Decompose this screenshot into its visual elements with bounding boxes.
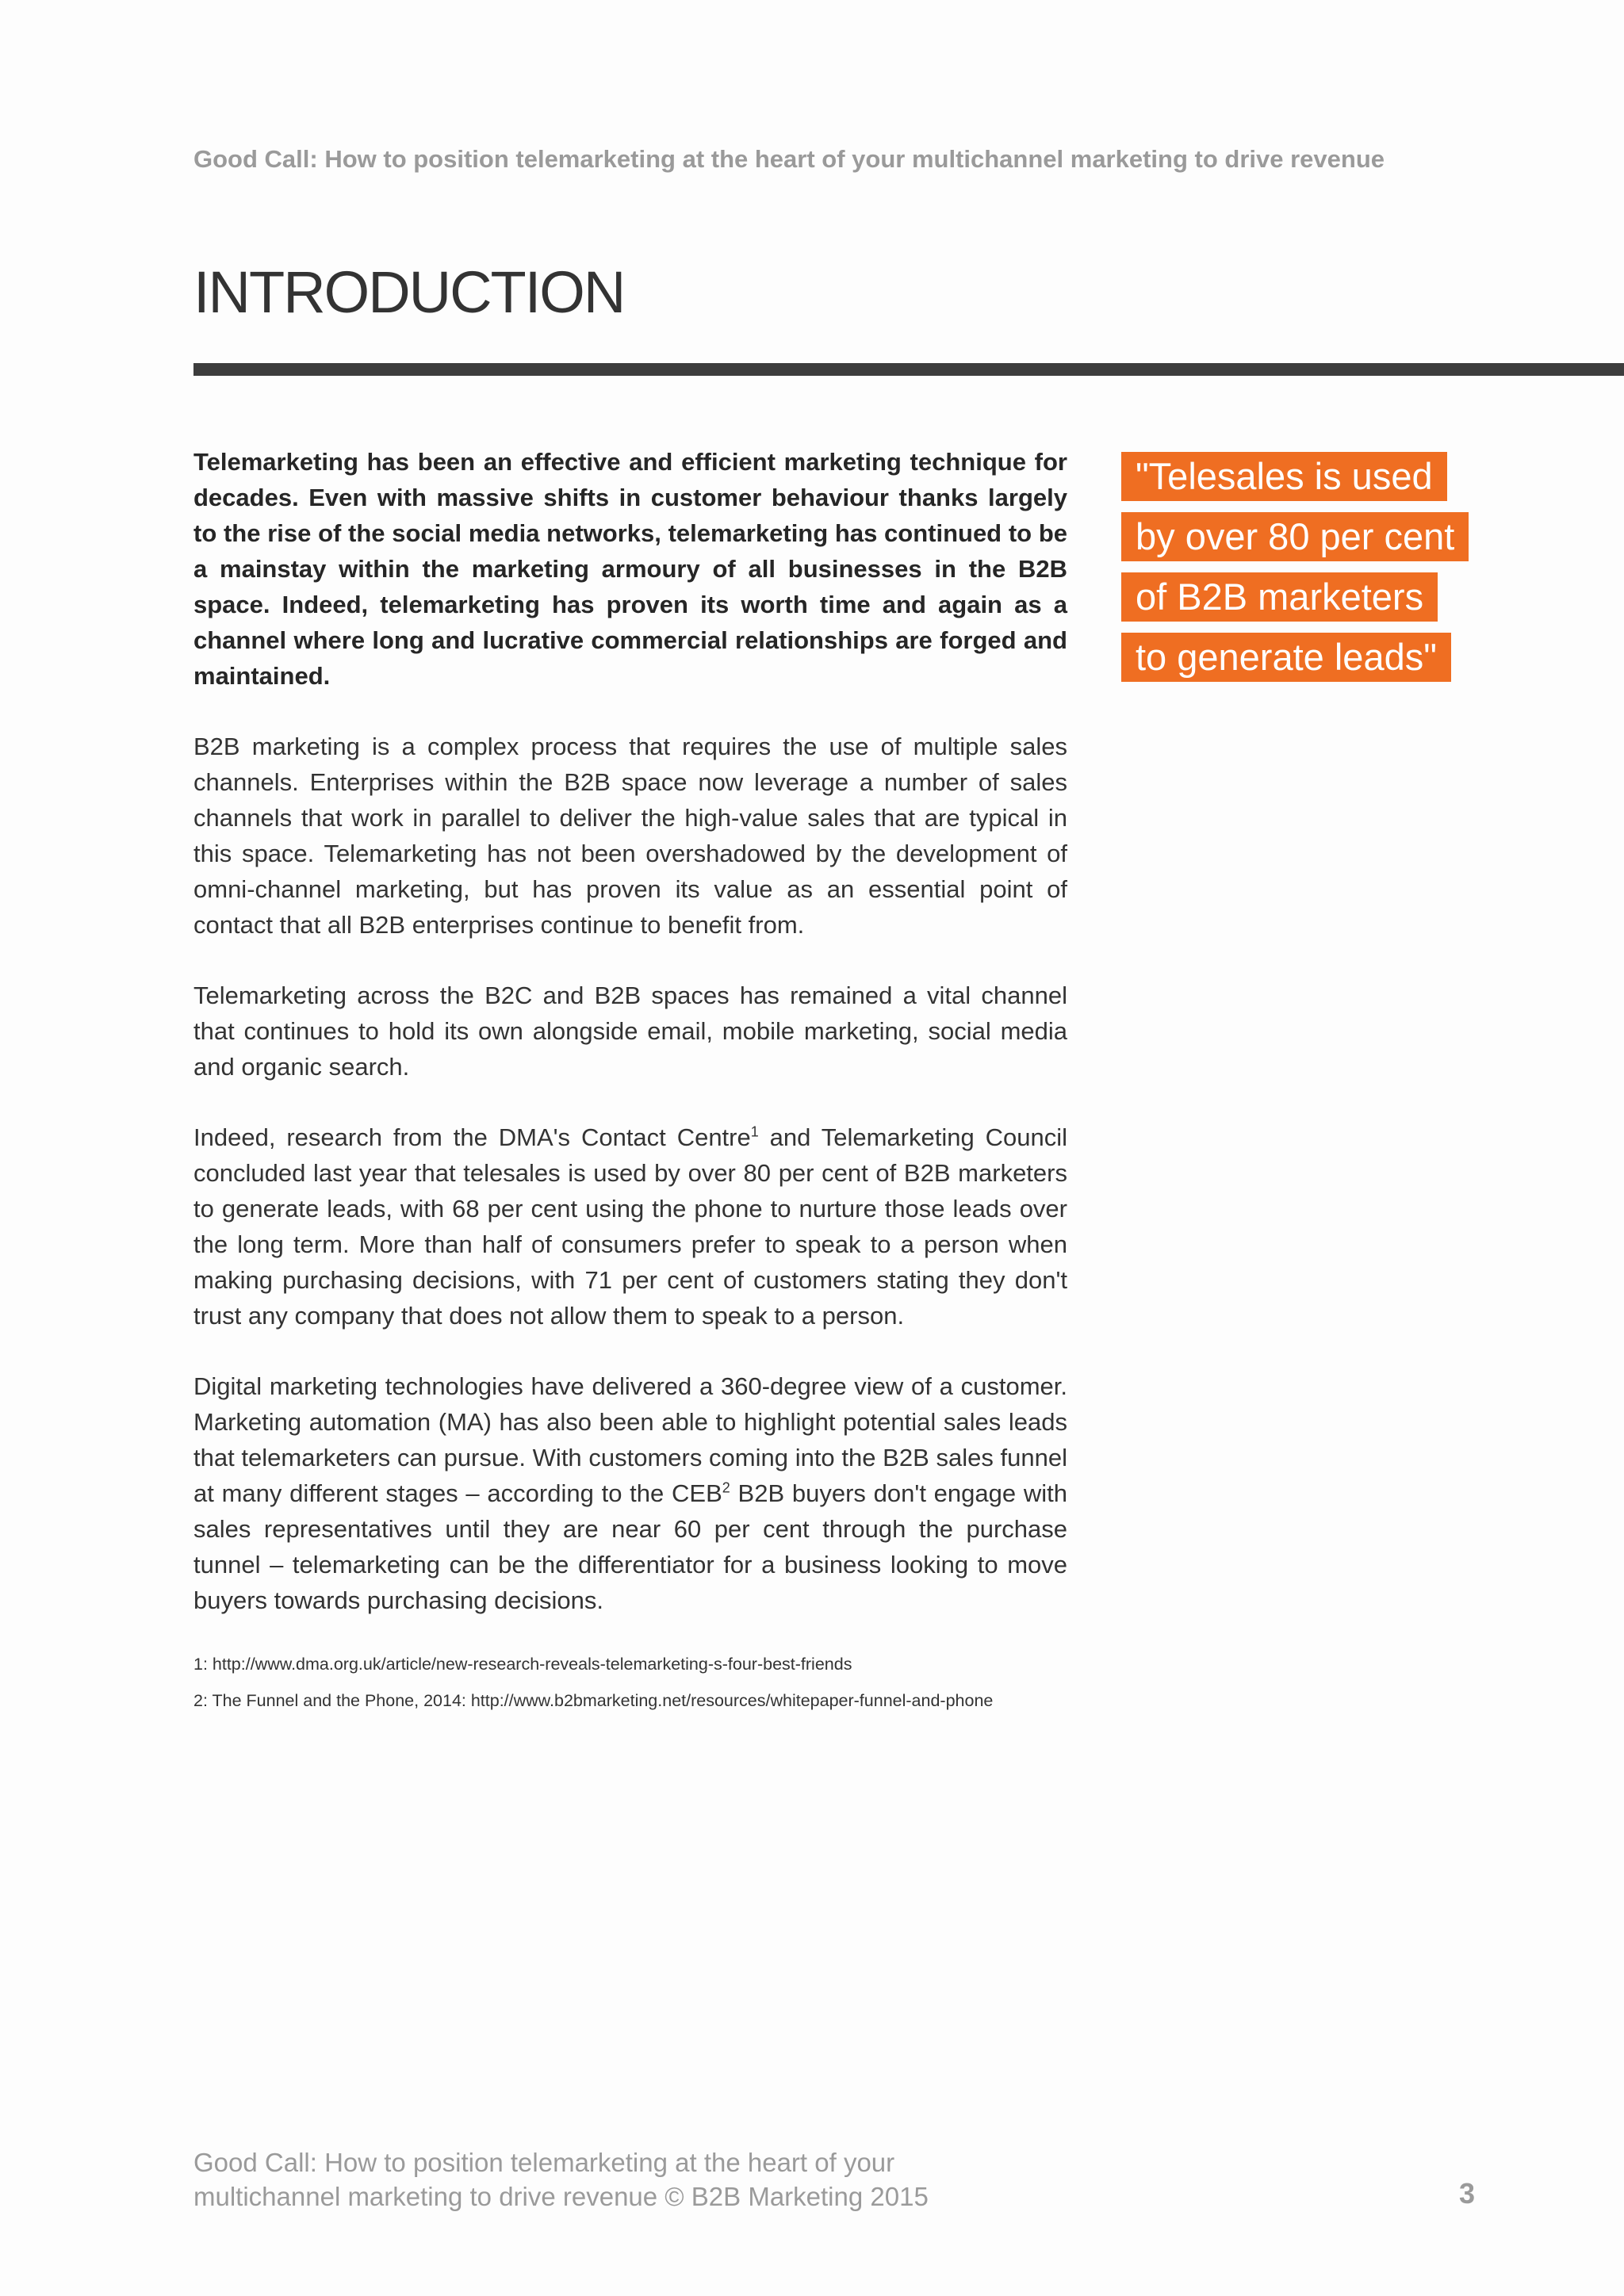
pull-quote	[1121, 452, 1518, 693]
title-divider	[193, 363, 1624, 376]
paragraph-5-text-b: B2B buyers don't engage with sales representatives until they are near 60 per cent through the purchase tunnel – telemarketing can be the differentiator for a business looking to move buyers towards purchasing decisions.	[193, 1479, 1067, 1614]
page-title: INTRODUCTION	[193, 259, 625, 325]
body-column	[193, 444, 1067, 1726]
footnotes	[193, 1653, 1067, 1712]
footer-line-1: Good Call: How to position telemarketing at the heart of your	[193, 2148, 895, 2177]
running-header: Good Call: How to position telemarketing at the heart of your multichannel marketing to drive revenue	[193, 145, 1385, 173]
pull-quote-line-1: "Telesales is used	[1121, 452, 1447, 501]
footnote-ref-1: 1	[750, 1123, 759, 1140]
intro-paragraph: Telemarketing has been an effective and efficient marketing technique for decades. Even with massive shifts in customer behaviour thanks largely to the rise of the social media networks, telemarketing has continued to be a mainstay within the marketing armoury of all businesses in the B2B space. Indeed, telemarketing has proven its worth time and again as a channel where long and lucrative commercial relationships are forged and maintained.	[193, 448, 1067, 690]
paragraph-4-text-b: and Telemarketing Council concluded last year that telesales is used by over 80 per cent of B2B marketers to generate leads, with 68 per cent using the phone to nurture those leads over the long term. More than half of consumers prefer to speak to a person when making purchasing decisions, with 71 per cent of customers stating they don't trust any company that does not allow them to speak to a person.	[193, 1123, 1067, 1330]
body-paragraph-3: Telemarketing across the B2C and B2B spaces has remained a vital channel that continues to hold its own alongside email, mobile marketing, social media and organic search.	[193, 982, 1067, 1081]
footer-line-2: multichannel marketing to drive revenue © B2B Marketing 2015	[193, 2182, 929, 2211]
body-paragraph-2: B2B marketing is a complex process that requires the use of multiple sales channels. Enterprises within the B2B space now leverage a number of sales channels that work in parallel to deliver the high-value sales that are typical in this space. Telemarketing has not been overshadowed by the development of omni-channel marketing, but has proven its value as an essential point of contact that all B2B enterprises continue to benefit from.	[193, 733, 1067, 939]
pull-quote-line-2: by over 80 per cent	[1121, 512, 1469, 561]
pull-quote-line-4: to generate leads"	[1121, 633, 1451, 682]
paragraph-4-text-a: Indeed, research from the DMA's Contact Centre	[193, 1123, 751, 1151]
body-paragraph-4	[193, 1119, 1067, 1334]
footer-text	[193, 2145, 1145, 2214]
footnote-1: 1: http://www.dma.org.uk/article/new-research-reveals-telemarketing-s-four-best-friends	[193, 1655, 852, 1674]
footnote-2: 2: The Funnel and the Phone, 2014: http://www.b2bmarketing.net/resources/whitepaper-funnel-and-phone	[193, 1691, 994, 1710]
paragraph-5-text-a: Digital marketing technologies have delivered a 360-degree view of a customer. Marketing automation (MA) has also been able to highlight potential sales leads that telemarketers can pursue. With customers coming into the B2B sales funnel at many different stages – according to the CEB	[193, 1372, 1067, 1507]
footnote-ref-2: 2	[722, 1479, 730, 1496]
body-paragraph-5	[193, 1368, 1067, 1618]
pull-quote-line-3: of B2B marketers	[1121, 572, 1438, 622]
page-number: 3	[1458, 2177, 1475, 2210]
